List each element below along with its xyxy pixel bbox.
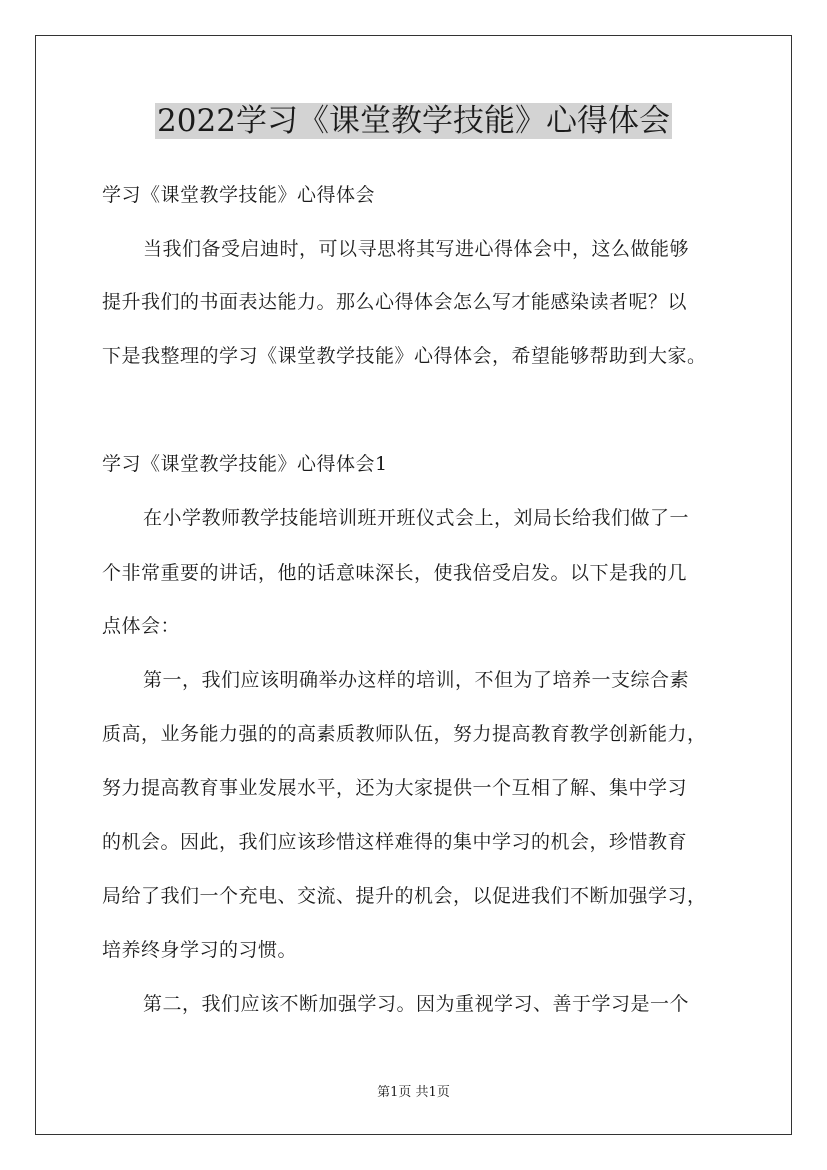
intro-line-2: 提升我们的书面表达能力。那么心得体会怎么写才能感染读者呢？以: [102, 291, 688, 313]
paragraph-3-line-1: 第二，我们应该不断加强学习。因为重视学习、善于学习是一个: [143, 993, 690, 1015]
page-footer: 第1页 共1页: [377, 1085, 450, 1100]
paragraph-2-line-2: 质高，业务能力强的的高素质教师队伍，努力提高教育教学创新能力，: [102, 723, 707, 745]
paragraph-2-line-5: 局给了我们一个充电、交流、提升的机会，以促进我们不断加强学习，: [102, 885, 707, 907]
paragraph-1-line-1: 在小学教师教学技能培训班开班仪式会上，刘局长给我们做了一: [143, 507, 690, 529]
intro-line-3: 下是我整理的学习《课堂教学技能》心得体会，希望能够帮助到大家。: [102, 345, 707, 367]
document-subtitle: 学习《课堂教学技能》心得体会: [102, 184, 376, 206]
paragraph-2-line-3: 努力提高教育事业发展水平，还为大家提供一个互相了解、集中学习: [102, 777, 688, 799]
section-heading: 学习《课堂教学技能》心得体会1: [102, 453, 388, 475]
paragraph-2-line-6: 培养终身学习的习惯。: [102, 939, 298, 961]
intro-line-1: 当我们备受启迪时，可以寻思将其写进心得体会中，这么做能够: [143, 238, 690, 260]
document-title: [0, 100, 827, 142]
paragraph-2-line-4: 的机会。因此，我们应该珍惜这样难得的集中学习的机会，珍惜教育: [102, 831, 688, 853]
paragraph-2-line-1: 第一，我们应该明确举办这样的培训，不但为了培养一支综合素: [143, 669, 690, 691]
paragraph-1-line-3: 点体会：: [102, 615, 181, 637]
paragraph-1-line-2: 个非常重要的讲话，他的话意味深长，使我倍受启发。以下是我的几: [102, 562, 688, 584]
document-title-text: 2022学习《课堂教学技能》心得体会: [157, 103, 670, 139]
